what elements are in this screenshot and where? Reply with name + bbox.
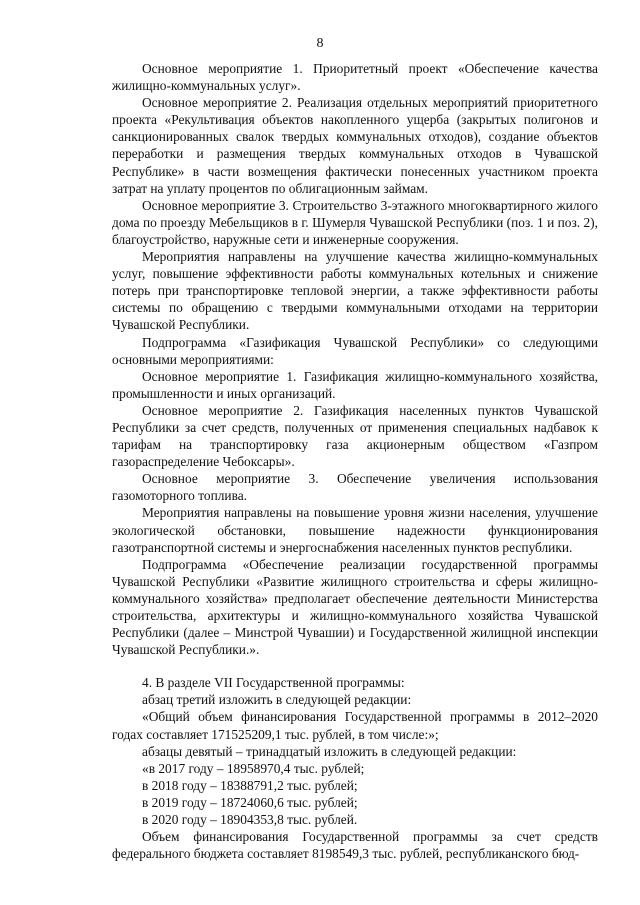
list-item: в 2019 году – 18724060,6 тыс. рублей;	[142, 794, 358, 810]
paragraph: Мероприятия направлены на повышение уровня жизни населения, улучшение экологической обстановки, повышение надежности функционирования газотранспортной системы и энергоснабжения населенных пунктов республики.	[112, 505, 598, 555]
section-heading: 4. В разделе VII Государственной программы:	[142, 675, 405, 691]
paragraph: «Общий объем финансирования Государственной программы в 2012–2020 годах составляет 171525209,1 тыс. рублей, в том числе:»;	[112, 709, 598, 742]
list-item: в 2020 году – 18904353,8 тыс. рублей.	[142, 812, 358, 828]
paragraph: Подпрограмма «Обеспечение реализации государственной программы Чувашской Республики «Развитие жилищного строительства и сферы жилищно-коммунального хозяйства» предполагает обеспечение деятельности Министерства строительства, архитектуры и жилищно-коммунального хозяйства Чувашской Республики (далее – Минстрой Чувашии) и Государственной жилищной инспекции Чувашской Республики.».	[112, 556, 598, 658]
paragraph: Основное мероприятие 3. Строительство 3-этажного многоквартирного жилого дома по проезду Мебельщиков в г. Шумерля Чувашской Республики (поз. 1 и поз. 2), благоустройство, наружные сети и инженерные сооружения.	[112, 197, 598, 247]
paragraph: Основное мероприятие 3. Обеспечение увеличения использования газомоторного топлива.	[112, 471, 598, 504]
paragraph: Основное мероприятие 1. Приоритетный проект «Обеспечение качества жилищно-коммунальных услуг».	[112, 61, 598, 94]
paragraph: абзац третий изложить в следующей редакции:	[142, 692, 412, 708]
paragraph: Объем финансирования Государственной программы за счет средств федерального бюджета составляет 8198549,3 тыс. рублей, республиканского бюд-	[112, 829, 598, 862]
paragraph: Мероприятия направлены на улучшение качества жилищно-коммунальных услуг, повышение эффективности работы коммунальных котельных и снижение потерь при транспортировке тепловой энергии, а также эффективности работы системы по обращению с твердыми коммунальными отходами на территории Чувашской Республики.	[112, 249, 598, 333]
paragraph: Основное мероприятие 2. Газификация населенных пунктов Чувашской Республики за счет средств, полученных от применения специальных надбавок к тарифам на транспортировку газа акционерным обществом «Газпром газораспределение Чебоксары».	[112, 402, 598, 470]
paragraph: Основное мероприятие 1. Газификация жилищно-коммунального хозяйства, промышленности и иных организаций.	[112, 368, 598, 401]
paragraph: абзацы девятый – тринадцатый изложить в следующей редакции:	[142, 743, 517, 759]
list-item: «в 2017 году – 18958970,4 тыс. рублей;	[142, 760, 365, 776]
paragraph: Подпрограмма «Газификация Чувашской Республики» со следующими основными мероприятиями:	[112, 334, 598, 367]
paragraph: Основное мероприятие 2. Реализация отдельных мероприятий приоритетного проекта «Рекультивация объектов накопленного ущерба (закрытых полигонов и санкционированных свалок твердых коммунальных отходов), создание объектов переработки и размещения твердых коммунальных отходов в Чувашской Республике» в части возмещения фактически понесенных участником проекта затрат на уплату процентов по облигационным займам.	[112, 95, 598, 196]
document-body	[112, 60, 598, 862]
page-number: 8	[316, 36, 324, 51]
list-item: в 2018 году – 18388791,2 тыс. рублей;	[142, 777, 358, 793]
